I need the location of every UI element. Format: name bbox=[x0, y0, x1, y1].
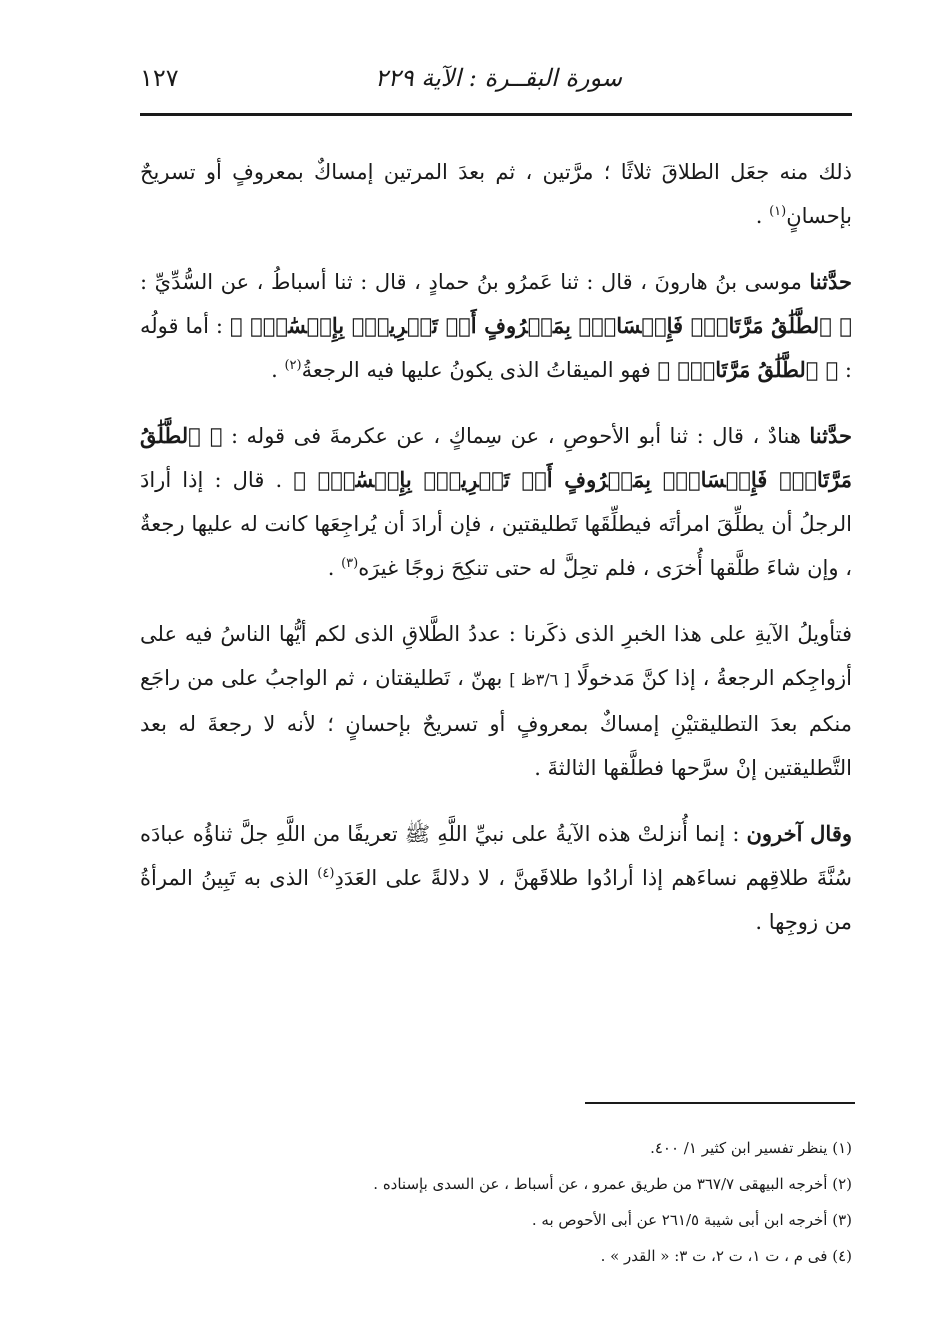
paragraph-text: بهنّ ، تَطليقتان ، ثم الواجبُ على من راجَع منكم بعدَ التطليقتيْنِ إمساكٌ بمعروفٍ أو تسريحٌ بإحسانٍ ؛ لأنه لا رجعةَ له بعد التَّطليقتين إنْ سرَّحها فطلَّقها الثالثةَ . bbox=[140, 666, 852, 780]
footnote-divider bbox=[585, 1102, 855, 1104]
paragraph-text: فتأويلُ الآيةِ على هذا الخبرِ الذى ذكَرنا : عددُ الطَّلاقِ الذى لكم أيُّها الناسُ فيه على أزواجِكم الرجعةُ ، إذا كنَّ مَدخولًا bbox=[140, 622, 853, 690]
footnote-2: (٢) أخرجه البيهقى ٣٦٧/٧ من طريق عمرو ، عن أسباط ، عن السدى بإسناده . bbox=[373, 1175, 852, 1193]
paragraph-2 bbox=[140, 260, 852, 392]
header-divider bbox=[140, 113, 852, 116]
quran-quote: ﴿ ٱلطَّلَٰقُ مَرَّتَانِۖ فَإِمۡسَاكُۢ بِمَعۡرُوفٍ أَوۡ تَسۡرِيحُۢ بِإِحۡسَٰنٖۗ ﴾ bbox=[229, 313, 852, 338]
main-text bbox=[140, 150, 852, 966]
paragraph-text: . bbox=[271, 358, 285, 382]
paragraph-text: هنادٌ ، قال : ثنا أبو الأحوصِ ، عن سِماكٍ ، عن عكرمةَ فى قوله : bbox=[222, 424, 810, 448]
paragraph-3 bbox=[140, 414, 852, 590]
paragraph-4 bbox=[140, 612, 852, 790]
paragraph-text: : إنما أُنزلتْ هذه الآيةُ على نبيِّ اللَّهِ ﷺ تعريفًا من اللَّهِ جلَّ ثناؤُه عبادَه سُنَّةَ طلاقِهم نساءَهم إذا أرادُوا طلاقَهنَّ ، لا دلالةً على العَدَدِ bbox=[140, 822, 852, 890]
paragraph-text: : أما قولُه : bbox=[140, 314, 852, 382]
footnote-4: (٤) فى م ، ت ١، ت ٢، ت ٣: « القدر » . bbox=[600, 1247, 852, 1265]
lead-word: وقال آخرون bbox=[746, 821, 852, 846]
paragraph-5 bbox=[140, 812, 852, 944]
page-number: ١٢٧ bbox=[140, 64, 179, 92]
paragraph-text: . bbox=[327, 556, 342, 580]
footnotes bbox=[140, 1130, 852, 1274]
quran-quote: ﴿ ٱلطَّلَٰقُ مَرَّتَانِۖ فَإِمۡسَاكُۢ بِمَعۡرُوفٍ أَوۡ تَسۡرِيحُۢ بِإِحۡسَٰنٖۗ ﴾ bbox=[140, 423, 852, 492]
running-title: سورة البقــرة : الآية ٢٢٩ bbox=[374, 64, 622, 92]
footnote-3: (٣) أخرجه ابن أبى شيبة ٢٦١/٥ عن أبى الأحوص به . bbox=[531, 1211, 852, 1229]
paragraph-text: موسى بنُ هارونَ ، قال : ثنا عَمرُو بنُ حمادٍ ، قال : ثنا أسباطُ ، عن السُّدِّيِّ : bbox=[140, 270, 810, 294]
paragraph-text: الذى به تَبِينُ المرأةُ من زوجِها . bbox=[140, 866, 852, 934]
paragraph-text: . bbox=[755, 204, 770, 228]
manuscript-reference: [ ٣/٦ظ ] bbox=[509, 670, 570, 689]
lead-word: حدَّثنا bbox=[809, 423, 852, 448]
paragraph-text: فهو الميقاتُ الذى يكونُ عليها فيه الرجعةُ bbox=[301, 358, 658, 382]
quran-quote: ﴿ ٱلطَّلَٰقُ مَرَّتَانِۖ ﴾ bbox=[657, 357, 839, 382]
lead-word: حدَّثنا bbox=[809, 269, 852, 294]
paragraph-text: ذلك منه جعَل الطلاقَ ثلاثًا ؛ مرَّتين ، ثم بعدَ المرتين إمساكٌ بمعروفٍ أو تسريحٌ بإحسانٍ bbox=[140, 160, 852, 228]
paragraph-1 bbox=[140, 150, 852, 238]
paragraph-text: . قال : إذا أرادَ الرجلُ أن يطلِّقَ امرأتَه فيطلِّقَها تَطليقتين ، فإن أرادَ أن يُراجِعَها كانت له عليها رجعةٌ ، وإن شاءَ طلَّقها أُخرَى ، فلم تحِلَّ له حتى تنكِحَ زوجًا غيرَه bbox=[140, 468, 852, 580]
footnote-marker: (٣) bbox=[341, 556, 359, 571]
footnote-marker: (٢) bbox=[284, 358, 302, 373]
page-header bbox=[140, 60, 852, 104]
footnote-marker: (٤) bbox=[317, 866, 335, 881]
footnote-1: (١) ينظر تفسير ابن كثير ١/ ٤٠٠. bbox=[650, 1139, 852, 1157]
footnote-marker: (١) bbox=[769, 204, 787, 219]
